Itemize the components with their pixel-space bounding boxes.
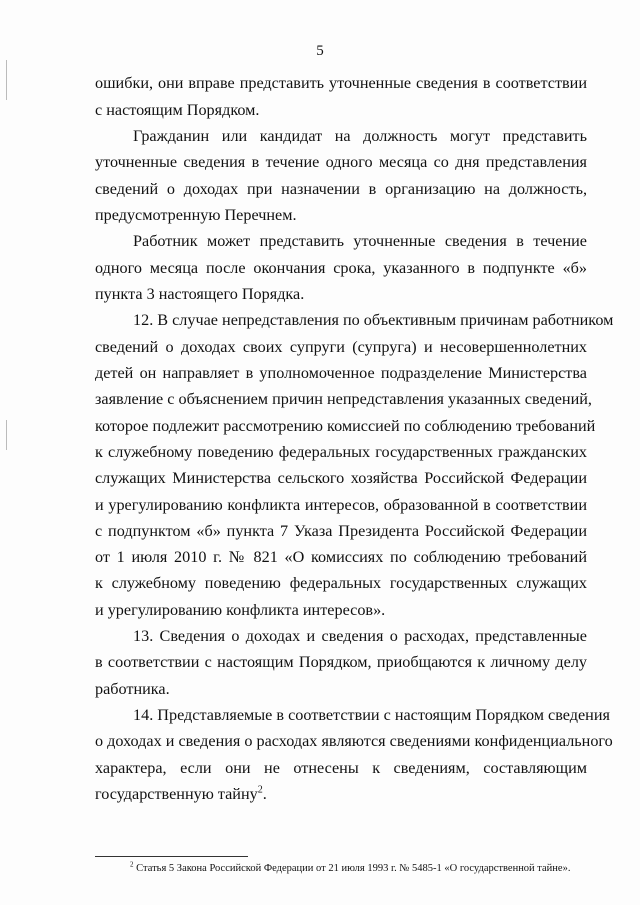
text-line: к служебному поведению федеральных государственных гражданских: [95, 443, 587, 461]
text-line: в соответствии с настоящим Порядком, приобщаются к личному делу: [95, 653, 587, 671]
text-line: государственную тайну: [95, 785, 258, 803]
text-line: пункта 3 настоящего Порядка.: [95, 285, 305, 303]
text-line-with-footnote: [95, 784, 587, 804]
page-number: 5: [316, 43, 324, 59]
text-line: уточненные сведения в течение одного месяца со дня представления: [95, 153, 587, 171]
text-line: с настоящим Порядком.: [95, 101, 260, 119]
paragraph-start: 13. Сведения о доходах и сведения о расходах, представленные: [133, 627, 587, 645]
text-line: и урегулированию конфликта интересов, образованной в соответствии: [95, 496, 587, 514]
text-line: заявление с объяснением причин непредставления указанных сведений,: [95, 390, 592, 408]
text-line: работника.: [95, 680, 170, 698]
text-line: сведений о доходах своих супруги (супруга) и несовершеннолетних: [95, 338, 587, 356]
footnote-reference[interactable]: 2: [257, 784, 263, 796]
text-line: одного месяца после окончания срока, указанного в подпункте «б»: [95, 259, 587, 277]
paragraph-start: Гражданин или кандидат на должность могут представить: [133, 127, 587, 145]
footnote-mark: 2: [130, 860, 134, 869]
footnote-text: Статья 5 Закона Российской Федерации от 21 июля 1993 г. № 5485-1 «О государственной тайне».: [136, 863, 571, 874]
text-line: служащих Министерства сельского хозяйства Российской Федерации: [95, 469, 587, 487]
footnote-separator: [95, 856, 248, 857]
paragraph-start: Работник может представить уточненные сведения в течение: [133, 232, 587, 250]
paragraph-start: 14. Представляемые в соответствии с настоящим Порядком сведения: [133, 706, 610, 724]
paragraph-start: 12. В случае непредставления по объективным причинам работником: [133, 311, 614, 329]
footnote: [130, 862, 590, 875]
sentence-period: .: [262, 785, 267, 803]
text-line: которое подлежит рассмотрению комиссией по соблюдению требований: [95, 417, 596, 435]
text-line: к служебному поведению федеральных государственных служащих: [95, 574, 587, 592]
text-line: сведений о доходах при назначении в организацию на должность,: [95, 180, 587, 198]
text-line: от 1 июля 2010 г. № 821 «О комиссиях по соблюдению требований: [95, 548, 587, 566]
text-line: с подпунктом «б» пункта 7 Указа Президента Российской Федерации: [95, 522, 587, 540]
text-line: и урегулированию конфликта интересов».: [95, 601, 386, 619]
text-line: характера, если они не отнесены к сведениям, составляющим: [95, 759, 587, 777]
text-line: предусмотренную Перечнем.: [95, 206, 297, 224]
text-line: детей он направляет в уполномоченное подразделение Министерства: [95, 364, 587, 382]
scan-edge-mark: [6, 60, 7, 100]
text-line: о доходах и сведения о расходах являются сведениями конфиденциального: [95, 732, 613, 750]
scan-edge-mark: [6, 420, 7, 450]
text-line: ошибки, они вправе представить уточненные сведения в соответствии: [95, 74, 587, 92]
